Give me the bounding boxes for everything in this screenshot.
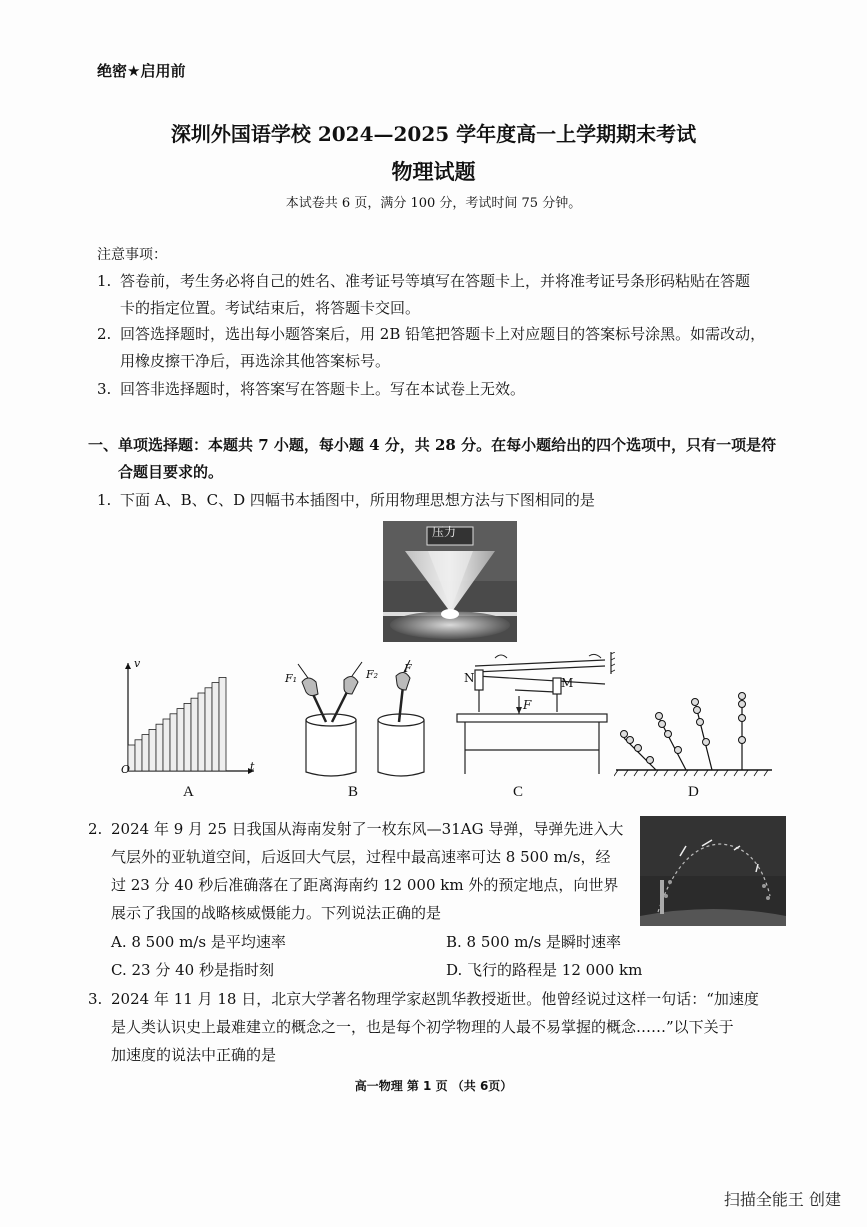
confidential-mark: 绝密★启用前	[97, 62, 186, 80]
fig-a-origin-label: O	[121, 763, 131, 776]
exam-title: 深圳外国语学校 2024—2025 学年度高一上学期期末考试	[170, 122, 697, 146]
q2-option-d: D. 飞行的路程是 12 000 km	[446, 961, 643, 979]
subject-title: 物理试题	[391, 159, 476, 184]
q2-option-c: C. 23 分 40 秒是指时刻	[111, 961, 274, 979]
q3-line-2: 是人类认识史上最难建立的概念之一，也是每个初学物理的人最不易掌握的概念……”以下关于	[111, 1018, 734, 1036]
staircase-bar	[149, 729, 156, 771]
page-footer: 高一物理 第 1 页 （共 6页）	[354, 1079, 513, 1093]
q2-line-3: 过 23 分 40 秒后准确落在了距离海南约 12 000 km 外的预定地点，向世界	[111, 876, 619, 894]
note-1-num: 1.	[97, 272, 112, 290]
note-2-line2: 用橡皮擦干净后，再选涂其他答案标号。	[120, 352, 391, 370]
q1-number: 1.	[97, 491, 112, 509]
fig-b-f-label: F	[404, 662, 412, 675]
q2-missile-photo	[640, 816, 786, 926]
fig-c-label: C	[513, 784, 524, 800]
fig-a-v-label: v	[134, 657, 141, 670]
q2-number: 2.	[88, 820, 103, 838]
staircase-bar	[219, 677, 226, 771]
section-1-heading-cont: 合题目要求的。	[118, 463, 224, 481]
fig-d-label: D	[688, 784, 699, 800]
staircase-bar	[212, 683, 219, 771]
staircase-bar	[142, 735, 149, 771]
staircase-bar	[156, 724, 163, 771]
q3-line-3: 加速度的说法中正确的是	[111, 1046, 277, 1064]
scanner-watermark: 扫描全能王 创建	[723, 1190, 841, 1209]
fig-c-f-label: F	[523, 698, 532, 712]
note-2-line1: 回答选择题时，选出每小题答案后，用 2B 铅笔把答题卡上对应题目的答案标号涂黑。如需改动，	[120, 325, 766, 343]
q2-line-2: 气层外的亚轨道空间，后返回大气层，过程中最高速率可达 8 500 m/s，经	[111, 848, 611, 866]
section-1-heading: 一、单项选择题：本题共 7 小题，每小题 4 分，共 28 分。在每小题给出的四个选项中，只有一项是符	[88, 436, 777, 454]
fig-a-label: A	[183, 784, 194, 800]
q2-option-b: B. 8 500 m/s 是瞬时速率	[446, 933, 622, 951]
fig-c-m-label: M	[561, 676, 574, 690]
staircase-bar	[170, 714, 177, 771]
notes-heading: 注意事项：	[97, 247, 167, 263]
staircase-bar	[163, 719, 170, 771]
q3-line-1: 2024 年 11 月 18 日，北京大学著名物理学家赵凯华教授逝世。他曾经说过这样一句话：“加速度	[111, 990, 759, 1008]
note-2-num: 2.	[97, 325, 112, 343]
pressure-label: 压力	[432, 525, 457, 539]
staircase-bar	[135, 740, 142, 771]
note-3-line1: 回答非选择题时，将答案写在答题卡上。写在本试卷上无效。	[120, 380, 526, 398]
staircase-bar	[205, 688, 212, 771]
fig-c-n-label: N	[464, 671, 475, 685]
fig-b-f2-label: F₂	[366, 668, 379, 681]
staircase-bar	[191, 698, 198, 771]
note-3-num: 3.	[97, 380, 112, 398]
q2-line-1: 2024 年 9 月 25 日我国从海南发射了一枚东风—31AG 导弹，导弹先进入大	[111, 820, 624, 838]
fig-d-inclines	[614, 690, 774, 780]
fig-b-f1-label: F₁	[285, 672, 298, 685]
q2-option-a: A. 8 500 m/s 是平均速率	[111, 933, 286, 951]
q2-line-4: 展示了我国的战略核威慑能力。下列说法正确的是	[111, 904, 442, 922]
exam-info: 本试卷共 6 页，满分 100 分，考试时间 75 分钟。	[285, 196, 582, 211]
staircase-bar	[184, 703, 191, 771]
fig-c-mirror-table	[455, 652, 615, 780]
fig-a-vt-graph	[114, 655, 259, 780]
note-1-line2: 卡的指定位置。考试结束后，将答题卡交回。	[120, 299, 421, 317]
fig-a-t-label: t	[250, 760, 255, 773]
note-1-line1: 答卷前，考生务必将自己的姓名、准考证号等填写在答题卡上，并将准考证号条形码粘贴在答题	[120, 272, 751, 290]
staircase-bar	[198, 693, 205, 771]
q3-number: 3.	[88, 990, 103, 1008]
q1-stem: 下面 A、B、C、D 四幅书本插图中，所用物理思想方法与下图相同的是	[120, 491, 595, 509]
fig-b-label: B	[348, 784, 359, 800]
staircase-bar	[177, 709, 184, 771]
fig-b-force-diagram	[286, 660, 431, 782]
